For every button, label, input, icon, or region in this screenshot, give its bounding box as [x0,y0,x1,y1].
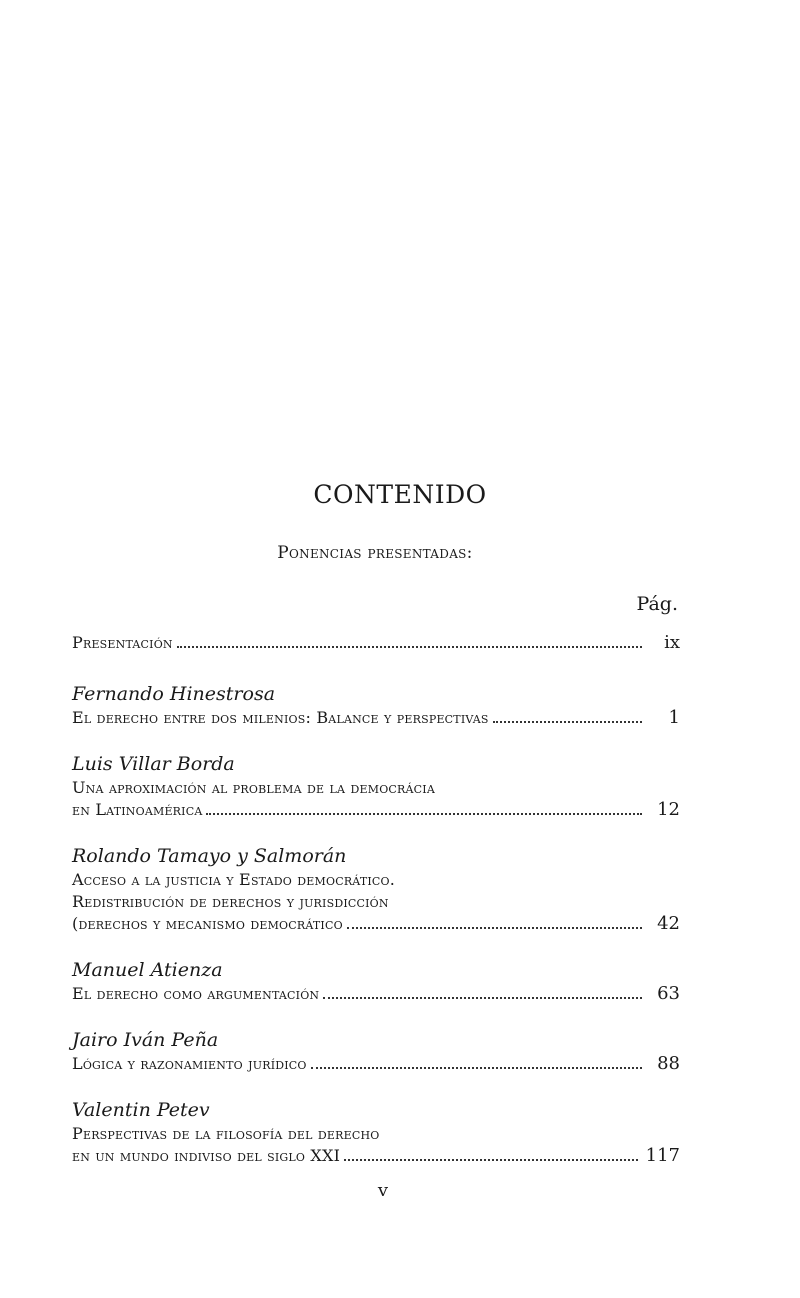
toc-entry-line [72,707,680,729]
entry-title: en un mundo indiviso del siglo XXI [72,1146,341,1165]
entry-title-line: Una aproximación al problema de la democrácia [72,778,435,797]
entry-page-number: 1 [668,707,680,728]
toc-entry-line [72,983,680,1005]
entry-title-line: Acceso a la justicia y Estado democrático. [72,870,396,889]
toc-entry [72,681,680,729]
toc-entry-line [72,913,680,935]
entry-page-number: 88 [657,1053,680,1074]
entry-author: Manuel Atienza [72,959,223,981]
entry-page-number: ix [664,632,680,653]
entry-title-line: Redistribución de derechos y jurisdicción [72,892,389,911]
page-title: CONTENIDO [313,480,487,509]
entry-title: Presentación [72,633,173,652]
dot-leader [323,997,642,999]
toc-entry-line [72,632,680,654]
entry-title: Lógica y razonamiento jurídico [72,1054,307,1073]
dot-leader [177,646,642,648]
dot-leader [206,813,642,815]
dot-leader [311,1067,642,1069]
entry-author: Jairo Iván Peña [72,1029,219,1051]
toc-entry [72,751,680,821]
toc-entry [72,957,680,1005]
entry-author: Fernando Hinestrosa [72,683,276,705]
dot-leader [344,1159,638,1161]
page-column-label: Pág. [636,593,678,615]
entry-page-number: 42 [657,913,680,934]
table-of-contents [72,632,680,1189]
toc-entry [72,1097,680,1167]
entry-title: El derecho entre dos milenios: Balance y perspectivas [72,708,489,727]
entry-page-number: 63 [657,983,680,1004]
entry-title: (derechos y mecanismo democrático [72,914,343,933]
toc-entry [72,632,680,654]
toc-entry-line [72,799,680,821]
section-subtitle: Ponencias presentadas: [277,543,473,563]
toc-entry [72,1027,680,1075]
entry-title-line: Perspectivas de la filosofía del derecho [72,1124,380,1143]
entry-author: Valentin Petev [72,1099,210,1121]
entry-page-number: 12 [657,799,680,820]
dot-leader [493,721,642,723]
entry-title: El derecho como argumentación [72,984,320,1003]
page-folio: v [377,1180,389,1201]
toc-entry [72,843,680,935]
entry-author: Luis Villar Borda [72,753,235,775]
entry-page-number: 117 [645,1145,680,1166]
entry-author: Rolando Tamayo y Salmorán [72,845,347,867]
toc-entry-line [72,1053,680,1075]
toc-entry-line [72,1145,680,1167]
dot-leader [347,927,642,929]
entry-title: en Latinoamérica [72,800,203,819]
